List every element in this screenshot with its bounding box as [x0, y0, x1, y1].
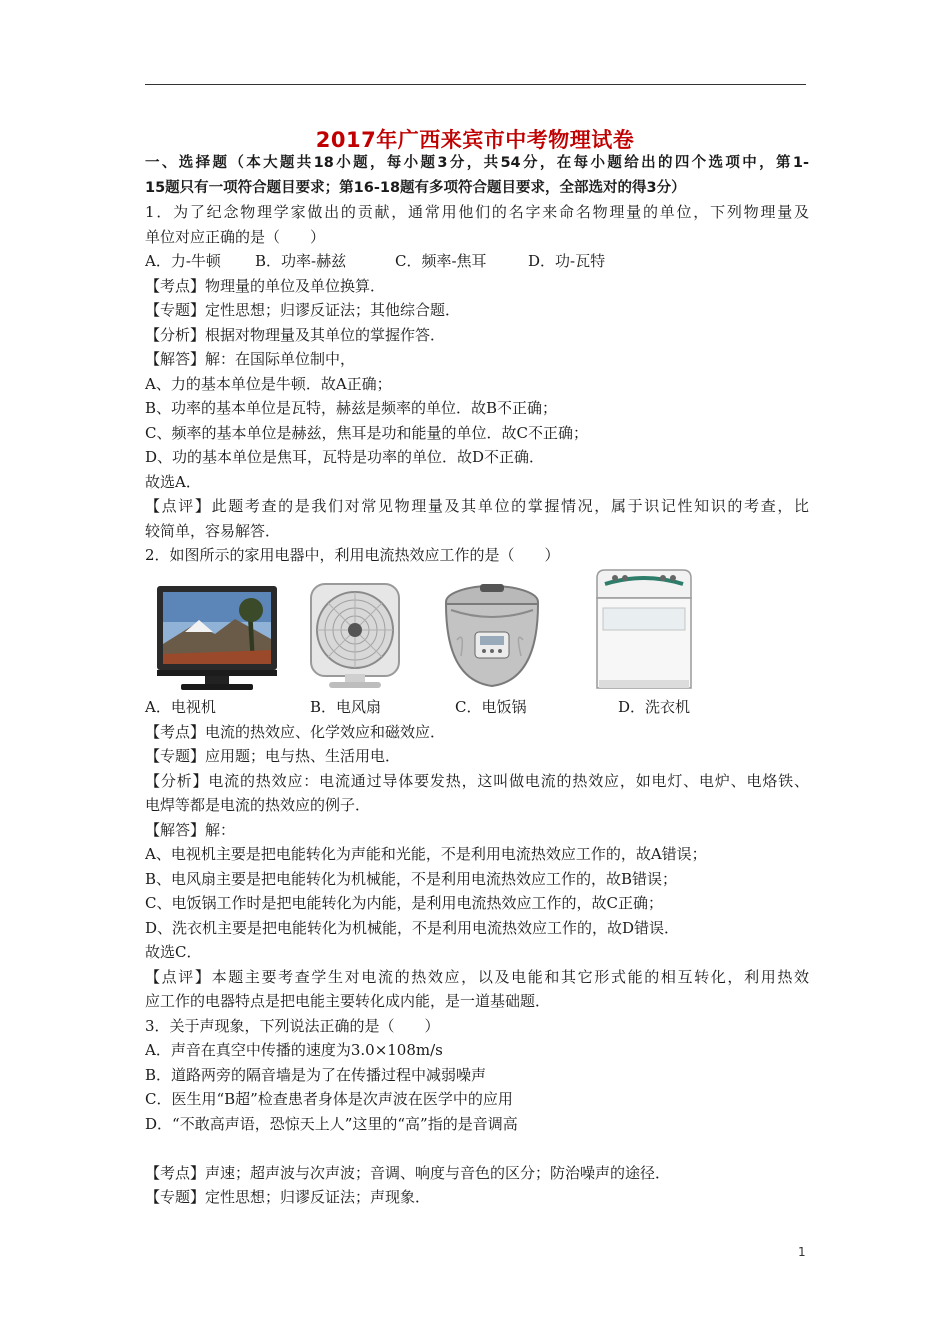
q2-fenxi-line2: 电焊等都是电流的热效应的例子．	[145, 796, 371, 814]
q2-caption-a: A．电视机	[145, 697, 216, 716]
q1-option-b: B．功率-赫兹	[255, 252, 347, 270]
q1-jieda: 【解答】解：在国际单位制中，	[145, 350, 356, 368]
q1-explain-d: D、功的基本单位是焦耳，瓦特是功率的单位．故D不正确．	[145, 448, 545, 466]
page-title: 2017年广西来宾市中考物理试卷	[315, 128, 635, 152]
q1-option-a: A．力-牛顿	[145, 252, 221, 270]
q1-options	[145, 249, 809, 274]
q2-caption-b: B．电风扇	[310, 697, 382, 716]
q2-explain-d: D、洗衣机主要是把电能转化为机械能，不是利用电流热效应工作的，故D错误．	[145, 918, 680, 937]
q2-dianping-line2: 应工作的电器特点是把电能主要转化成内能，是一道基础题．	[145, 992, 551, 1010]
q2-appliance-images	[145, 568, 809, 694]
q3-option-a: A．声音在真空中传播的速度为3.0×108m/s	[145, 1041, 443, 1059]
q2-kaodian: 【考点】电流的热效应、化学效应和磁效应．	[145, 722, 446, 741]
q2-explain-a: A、电视机主要是把电能转化为声能和光能，不是利用电流热效应工作的，故A错误；	[145, 845, 707, 863]
washing-machine-image	[591, 568, 697, 692]
tv-image	[155, 584, 279, 692]
q3-option-b: B．道路两旁的隔音墙是为了在传播过程中减弱噪声	[145, 1065, 487, 1084]
q2-captions	[145, 694, 809, 720]
q1-option-d: D．功-瓦特	[528, 252, 606, 270]
q1-option-c: C．频率-焦耳	[395, 252, 487, 270]
q1-explain-c: C、频率的基本单位是赫兹，焦耳是功和能量的单位．故C不正确；	[145, 423, 588, 442]
q1-stem-line1: 1．为了纪念物理学家做出的贡献，通常用他们的名字来命名物理量的单位，下列物理量及	[145, 203, 809, 221]
q2-explain-b: B、电风扇主要是把电能转化为机械能，不是利用电流热效应工作的，故B错误；	[145, 869, 678, 888]
q2-caption-c: C．电饭锅	[455, 697, 527, 716]
q3-option-c: C．医生用“B超”检查患者身体是次声波在医学中的应用	[145, 1090, 513, 1108]
fan-image	[305, 582, 405, 690]
q1-kaodian: 【考点】物理量的单位及单位换算．	[145, 276, 386, 295]
page-number: 1	[798, 1245, 806, 1259]
q2-jieda: 【解答】解：	[145, 820, 236, 839]
q2-caption-d: D．洗衣机	[618, 697, 691, 716]
q2-fenxi-line1: 【分析】电流的热效应：电流通过导体要发热，这叫做电流的热效应，如电灯、电炉、电烙铁、	[145, 771, 809, 790]
q1-dianping-line2: 较简单，容易解答．	[145, 521, 281, 540]
q3-option-d: D．“不敢高声语，恐惊天上人”这里的“高”指的是音调高	[145, 1114, 518, 1133]
q2-dianping-line1: 【点评】本题主要考查学生对电流的热效应，以及电能和其它形式能的相互转化，利用热效	[145, 967, 809, 986]
blank-line	[145, 1136, 809, 1161]
rice-cooker-image	[437, 580, 547, 692]
q3-kaodian: 【考点】声速；超声波与次声波；音调、响度与音色的区分；防治噪声的途径．	[145, 1163, 671, 1182]
q2-stem: 2．如图所示的家用电器中，利用电流热效应工作的是（ ）	[145, 546, 560, 564]
q1-answer: 故选A．	[145, 472, 201, 491]
q1-fenxi: 【分析】根据对物理量及其单位的掌握作答．	[145, 325, 446, 344]
q2-explain-c: C、电饭锅工作时是把电能转化为内能，是利用电流热效应工作的，故C正确；	[145, 894, 663, 912]
q1-explain-a: A、力的基本单位是牛顿．故A正确；	[145, 374, 392, 393]
q1-explain-b: B、功率的基本单位是瓦特，赫兹是频率的单位．故B不正确；	[145, 399, 558, 417]
section-heading-line1: 一、选择题（本大题共18小题，每小题3分，共54分，在每小题给出的四个选项中，第1-	[145, 155, 809, 171]
q2-zhuanti: 【专题】应用题；电与热、生活用电．	[145, 747, 401, 765]
q1-zhuanti: 【专题】定性思想；归谬反证法；其他综合题．	[145, 301, 461, 319]
section-heading-line2: 15题只有一项符合题目要求；第16-18题有多项符合题目要求，全部选对的得3分）	[145, 179, 686, 196]
header-rule	[145, 84, 806, 85]
q3-stem: 3．关于声现象，下列说法正确的是（ ）	[145, 1016, 440, 1035]
content-body	[145, 151, 809, 1210]
q2-answer: 故选C．	[145, 943, 202, 961]
q1-dianping-line1: 【点评】此题考查的是我们对常见物理量及其单位的掌握情况，属于识记性知识的考查，比	[145, 497, 809, 515]
q1-stem-line2: 单位对应正确的是（ ）	[145, 227, 326, 246]
q3-zhuanti: 【专题】定性思想；归谬反证法；声现象．	[145, 1188, 431, 1206]
